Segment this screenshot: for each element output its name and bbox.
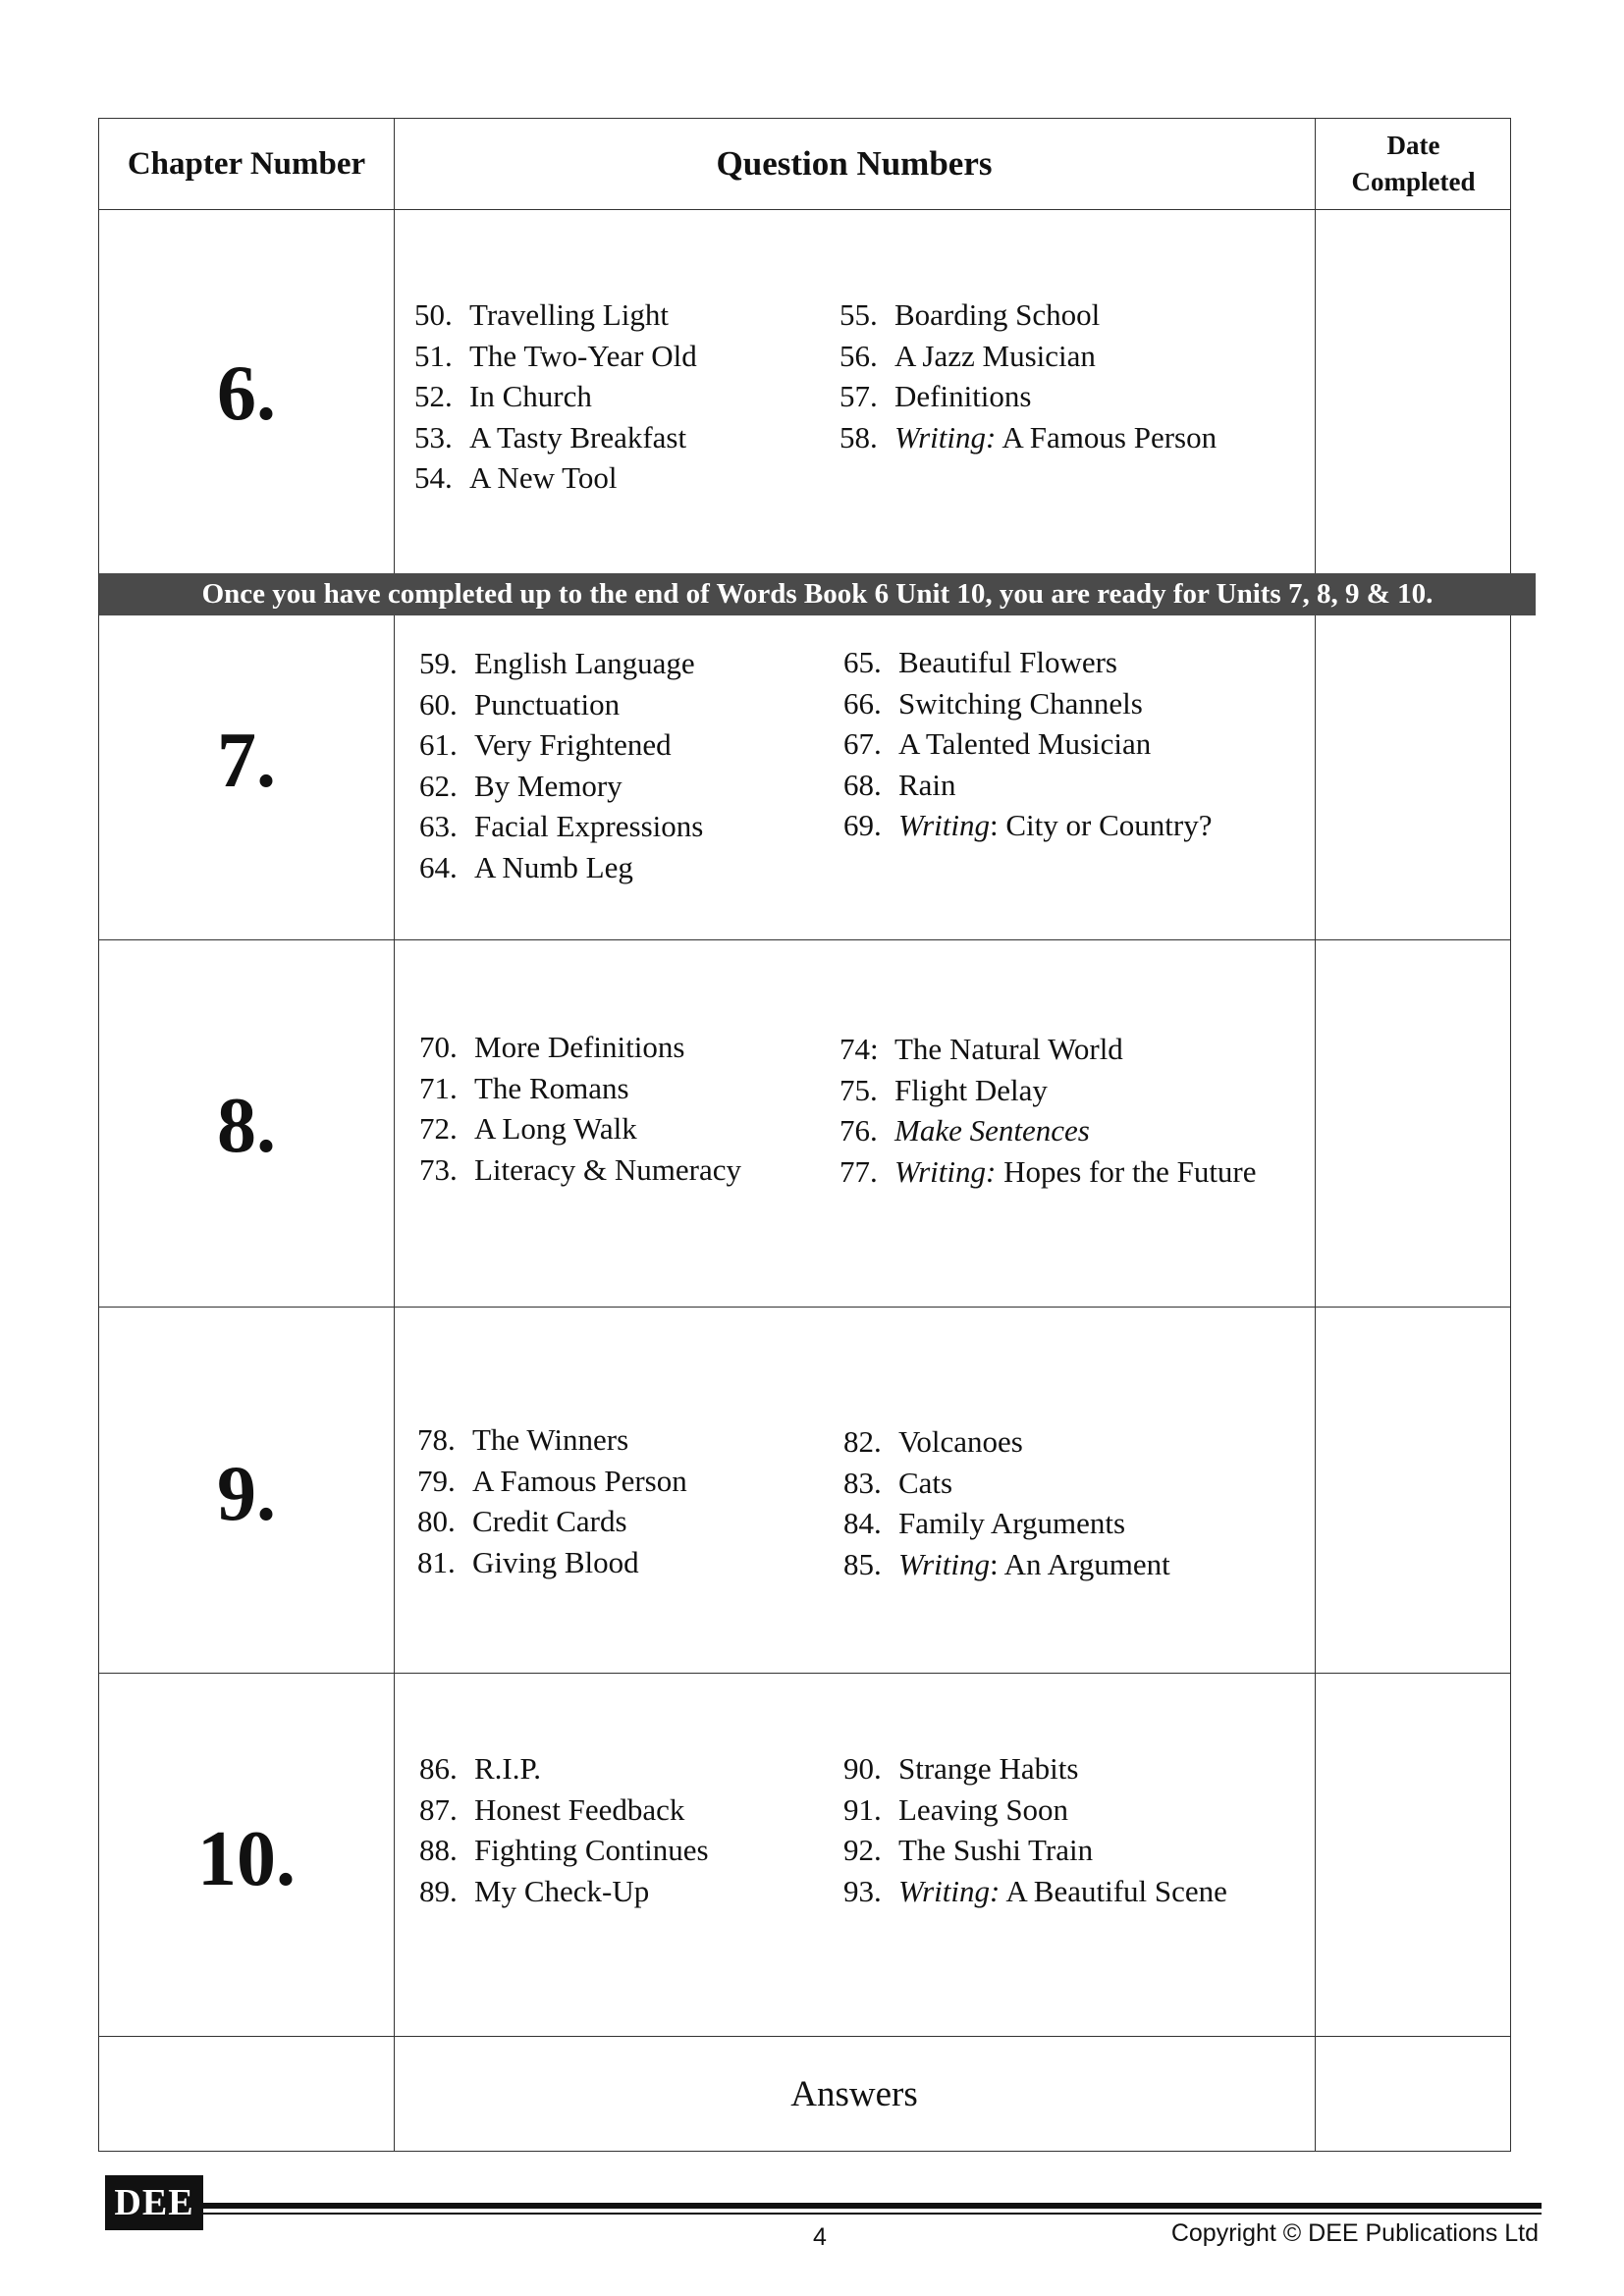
question-title bbox=[469, 457, 618, 499]
question-type-label: Writing: bbox=[894, 419, 997, 454]
question-item bbox=[839, 294, 1217, 336]
question-title-text: A Jazz Musician bbox=[894, 338, 1096, 373]
question-title bbox=[469, 336, 697, 377]
question-title bbox=[894, 336, 1096, 377]
question-title-text: More Definitions bbox=[474, 1030, 685, 1064]
question-title-text: Honest Feedback bbox=[474, 1791, 685, 1827]
question-number: 53. bbox=[414, 419, 453, 454]
question-list-10-right bbox=[843, 1748, 1227, 1911]
question-item bbox=[414, 417, 697, 458]
question-title-text: Punctuation bbox=[474, 686, 621, 721]
question-title bbox=[474, 1789, 684, 1831]
question-number: 82. bbox=[843, 1424, 882, 1459]
question-title-text: Boarding School bbox=[894, 297, 1101, 332]
question-title-text: Rain bbox=[898, 767, 956, 802]
question-title bbox=[894, 294, 1100, 336]
question-title-text: Volcanoes bbox=[898, 1424, 1023, 1459]
question-list-7-left bbox=[419, 643, 703, 888]
question-title bbox=[474, 1149, 741, 1191]
question-item bbox=[419, 684, 703, 725]
question-number: 70. bbox=[419, 1030, 458, 1064]
question-title bbox=[898, 1789, 1068, 1831]
question-number: 92. bbox=[843, 1833, 882, 1868]
question-title-text: A Talented Musician bbox=[898, 726, 1152, 762]
question-title bbox=[474, 1830, 709, 1871]
question-title bbox=[898, 1871, 1227, 1912]
question-item bbox=[419, 1108, 741, 1149]
question-title bbox=[474, 1748, 541, 1789]
chapter-number-7: 7. bbox=[217, 718, 276, 804]
question-number: 78. bbox=[417, 1422, 456, 1457]
progress-table bbox=[98, 118, 1511, 2152]
question-title bbox=[474, 806, 703, 847]
question-number: 86. bbox=[419, 1751, 458, 1786]
question-item bbox=[419, 806, 703, 847]
question-item bbox=[839, 1070, 1257, 1111]
question-title bbox=[474, 1871, 649, 1912]
question-title bbox=[894, 1110, 1090, 1151]
question-title bbox=[898, 805, 1212, 846]
question-title-text: Literacy & Numeracy bbox=[474, 1151, 741, 1187]
question-type-label: Make Sentences bbox=[894, 1113, 1090, 1148]
question-title-text: : City or Country? bbox=[990, 808, 1213, 843]
header-date-completed bbox=[1315, 119, 1512, 209]
row-divider bbox=[99, 939, 1510, 940]
question-item bbox=[843, 1789, 1227, 1831]
question-number: 57. bbox=[839, 379, 878, 414]
question-item bbox=[843, 683, 1212, 724]
question-number: 72. bbox=[419, 1111, 458, 1147]
question-number: 66. bbox=[843, 685, 882, 721]
question-item bbox=[843, 1748, 1227, 1789]
question-number: 74: bbox=[839, 1032, 879, 1066]
publisher-logo: DEE bbox=[105, 2175, 203, 2230]
question-number: 50. bbox=[414, 297, 453, 332]
header-chapter-number: Chapter Number bbox=[127, 145, 366, 182]
question-number: 51. bbox=[414, 338, 453, 373]
question-title-text: A New Tool bbox=[469, 460, 618, 496]
question-title-text: Very Frightened bbox=[474, 727, 672, 763]
question-number: 80. bbox=[417, 1504, 456, 1539]
question-item bbox=[419, 766, 703, 807]
question-title bbox=[474, 1068, 629, 1109]
question-number: 61. bbox=[419, 727, 458, 763]
footer-rule bbox=[196, 2213, 1542, 2215]
question-item bbox=[419, 1027, 741, 1068]
question-title-text: Cats bbox=[898, 1465, 953, 1500]
question-number: 84. bbox=[843, 1506, 882, 1541]
question-number: 87. bbox=[419, 1791, 458, 1827]
question-title bbox=[894, 376, 1032, 417]
question-title bbox=[474, 1108, 637, 1149]
question-title-text: The Winners bbox=[472, 1422, 629, 1457]
question-title bbox=[894, 1151, 1257, 1193]
question-number: 64. bbox=[419, 849, 458, 884]
question-title bbox=[898, 683, 1143, 724]
question-title bbox=[898, 1748, 1078, 1789]
question-number: 63. bbox=[419, 809, 458, 844]
question-number: 58. bbox=[839, 419, 878, 454]
question-title-text: Switching Channels bbox=[898, 685, 1143, 721]
question-number: 68. bbox=[843, 767, 882, 802]
question-item bbox=[417, 1419, 687, 1461]
question-item bbox=[419, 847, 703, 888]
question-list-10-left bbox=[419, 1748, 709, 1911]
chapter-number-10: 10. bbox=[197, 1816, 296, 1902]
question-item bbox=[843, 1463, 1170, 1504]
instruction-banner: Once you have completed up to the end of Words Book 6 Unit 10, you are ready for Units 7, 8, 9 & 10. bbox=[99, 573, 1536, 615]
row-divider bbox=[99, 1307, 1510, 1308]
question-item bbox=[419, 724, 703, 766]
question-title bbox=[472, 1501, 627, 1542]
page-number: 4 bbox=[813, 2223, 827, 2251]
footer-rule bbox=[196, 2203, 1542, 2209]
question-title bbox=[469, 417, 686, 458]
question-number: 85. bbox=[843, 1546, 882, 1581]
question-list-8-right bbox=[839, 1029, 1257, 1192]
question-title-text: Credit Cards bbox=[472, 1504, 627, 1539]
question-number: 65. bbox=[843, 645, 882, 679]
question-title bbox=[469, 294, 669, 336]
answers-label: Answers bbox=[790, 2074, 918, 2114]
question-title-text: : An Argument bbox=[990, 1546, 1170, 1581]
question-number: 60. bbox=[419, 686, 458, 721]
question-title-text: Fighting Continues bbox=[474, 1833, 709, 1868]
copyright-notice: Copyright © DEE Publications Ltd bbox=[1170, 2219, 1539, 2247]
question-item bbox=[839, 1151, 1257, 1193]
question-list-9-right bbox=[843, 1421, 1170, 1584]
question-title-text: Travelling Light bbox=[469, 297, 669, 332]
column-divider bbox=[1315, 119, 1316, 2151]
question-number: 73. bbox=[419, 1151, 458, 1187]
question-number: 59. bbox=[419, 646, 458, 680]
question-title-text: A Famous Person bbox=[996, 419, 1218, 454]
chapter-number-9: 9. bbox=[217, 1451, 276, 1537]
question-number: 91. bbox=[843, 1791, 882, 1827]
question-item bbox=[419, 1789, 709, 1831]
question-title bbox=[898, 723, 1151, 765]
question-type-label: Writing bbox=[898, 808, 991, 843]
question-title-text: A Numb Leg bbox=[474, 849, 633, 884]
question-title bbox=[898, 1463, 952, 1504]
question-title-text: The Sushi Train bbox=[898, 1833, 1094, 1868]
question-item bbox=[839, 417, 1217, 458]
question-list-8-left bbox=[419, 1027, 741, 1190]
question-item bbox=[417, 1501, 687, 1542]
question-title-text: Facial Expressions bbox=[474, 809, 704, 844]
question-list-6-right bbox=[839, 294, 1217, 457]
question-type-label: Writing bbox=[898, 1546, 991, 1581]
question-title bbox=[898, 1544, 1170, 1585]
question-number: 54. bbox=[414, 460, 453, 496]
question-item bbox=[843, 1544, 1170, 1585]
question-list-6-left bbox=[414, 294, 697, 499]
question-item bbox=[839, 376, 1217, 417]
question-item bbox=[839, 1029, 1257, 1070]
question-title bbox=[898, 1421, 1023, 1463]
question-title-text: The Natural World bbox=[894, 1032, 1123, 1066]
question-title bbox=[898, 765, 956, 806]
question-number: 75. bbox=[839, 1072, 878, 1107]
question-title-text: Leaving Soon bbox=[898, 1791, 1069, 1827]
question-type-label: Writing: bbox=[898, 1873, 1001, 1908]
question-number: 81. bbox=[417, 1544, 456, 1579]
question-number: 71. bbox=[419, 1070, 458, 1105]
question-title-text: Strange Habits bbox=[898, 1751, 1079, 1786]
question-number: 83. bbox=[843, 1465, 882, 1500]
question-number: 56. bbox=[839, 338, 878, 373]
question-title bbox=[894, 417, 1217, 458]
row-divider bbox=[99, 209, 1510, 210]
question-number: 52. bbox=[414, 379, 453, 414]
question-item bbox=[419, 1871, 709, 1912]
question-title bbox=[474, 1027, 684, 1068]
question-list-9-left bbox=[417, 1419, 687, 1582]
question-title-text: Definitions bbox=[894, 379, 1032, 414]
question-item bbox=[843, 642, 1212, 683]
question-title-text: A Famous Person bbox=[472, 1463, 687, 1498]
question-title bbox=[472, 1419, 628, 1461]
question-number: 88. bbox=[419, 1833, 458, 1868]
chapter-number-6: 6. bbox=[217, 350, 276, 437]
question-title-text: By Memory bbox=[474, 768, 623, 803]
question-title-text: The Romans bbox=[474, 1070, 629, 1105]
question-number: 55. bbox=[839, 297, 878, 332]
question-title bbox=[894, 1029, 1123, 1070]
question-item bbox=[414, 294, 697, 336]
question-title bbox=[898, 642, 1117, 683]
question-title-text: A Tasty Breakfast bbox=[469, 419, 687, 454]
question-title bbox=[474, 643, 695, 684]
row-divider bbox=[99, 1673, 1510, 1674]
question-title-text: My Check-Up bbox=[474, 1873, 650, 1908]
question-title bbox=[474, 684, 620, 725]
column-divider bbox=[394, 119, 395, 2151]
question-list-7-right bbox=[843, 642, 1212, 846]
question-item bbox=[414, 376, 697, 417]
question-item bbox=[417, 1542, 687, 1583]
question-title-text: English Language bbox=[474, 646, 695, 680]
question-title bbox=[472, 1542, 639, 1583]
question-title-text: A Long Walk bbox=[474, 1111, 637, 1147]
question-title-text: In Church bbox=[469, 379, 592, 414]
question-title-text: R.I.P. bbox=[474, 1751, 542, 1786]
header-date-line1: Date bbox=[1386, 131, 1440, 160]
question-title bbox=[474, 766, 623, 807]
question-item bbox=[419, 1748, 709, 1789]
question-title bbox=[898, 1830, 1093, 1871]
question-number: 69. bbox=[843, 808, 882, 843]
question-item bbox=[843, 1421, 1170, 1463]
question-item bbox=[843, 765, 1212, 806]
header-question-numbers: Question Numbers bbox=[716, 144, 993, 183]
question-item bbox=[843, 723, 1212, 765]
question-number: 79. bbox=[417, 1463, 456, 1498]
question-item bbox=[843, 1503, 1170, 1544]
question-title bbox=[474, 724, 672, 766]
question-title bbox=[894, 1070, 1048, 1111]
question-title bbox=[474, 847, 633, 888]
header-date-line2: Completed bbox=[1351, 167, 1476, 196]
question-title-text: Hopes for the Future bbox=[996, 1153, 1257, 1189]
question-number: 77. bbox=[839, 1153, 878, 1189]
question-number: 62. bbox=[419, 768, 458, 803]
question-item bbox=[419, 643, 703, 684]
question-number: 67. bbox=[843, 726, 882, 762]
question-number: 93. bbox=[843, 1873, 882, 1908]
chapter-number-8: 8. bbox=[217, 1083, 276, 1169]
question-title-text: Flight Delay bbox=[894, 1072, 1048, 1107]
question-number: 90. bbox=[843, 1751, 882, 1786]
question-item bbox=[417, 1461, 687, 1502]
question-item bbox=[419, 1149, 741, 1191]
question-item bbox=[414, 457, 697, 499]
question-title-text: A Beautiful Scene bbox=[1000, 1873, 1227, 1908]
question-title bbox=[472, 1461, 687, 1502]
question-item bbox=[839, 336, 1217, 377]
question-title bbox=[469, 376, 592, 417]
question-item bbox=[419, 1068, 741, 1109]
question-title-text: Giving Blood bbox=[472, 1544, 639, 1579]
question-number: 76. bbox=[839, 1113, 878, 1148]
question-item bbox=[843, 1871, 1227, 1912]
question-item bbox=[414, 336, 697, 377]
question-number: 89. bbox=[419, 1873, 458, 1908]
question-item bbox=[419, 1830, 709, 1871]
question-type-label: Writing: bbox=[894, 1153, 997, 1189]
question-title-text: The Two-Year Old bbox=[469, 338, 697, 373]
question-item bbox=[839, 1110, 1257, 1151]
question-title bbox=[898, 1503, 1125, 1544]
question-item bbox=[843, 1830, 1227, 1871]
question-title-text: Family Arguments bbox=[898, 1506, 1126, 1541]
question-title-text: Beautiful Flowers bbox=[898, 645, 1117, 679]
question-item bbox=[843, 805, 1212, 846]
